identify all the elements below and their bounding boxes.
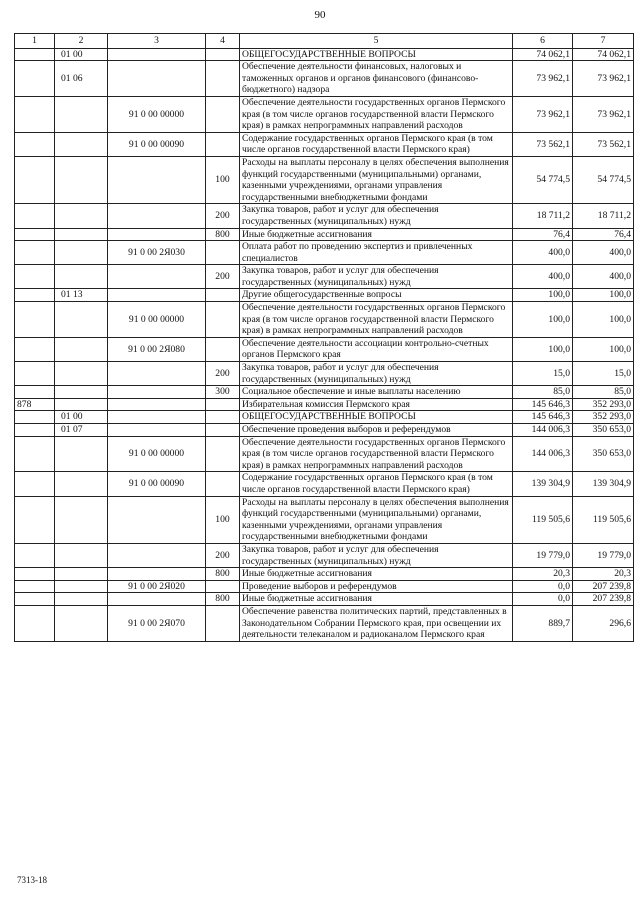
cell-target-article-code <box>108 593 206 606</box>
cell-agency-code <box>15 593 55 606</box>
cell-description: Проведение выборов и референдумов <box>240 580 513 593</box>
cell-amount-year-1: 0,0 <box>513 580 573 593</box>
cell-description: ОБЩЕГОСУДАРСТВЕННЫЕ ВОПРОСЫ <box>240 48 513 61</box>
cell-amount-year-2: 296,6 <box>573 605 634 641</box>
cell-expense-type-code: 200 <box>206 543 240 567</box>
cell-amount-year-1: 0,0 <box>513 593 573 606</box>
cell-description: Обеспечение деятельности ассоциации контрольно-счетных органов Пермского края <box>240 337 513 361</box>
cell-section-code <box>55 96 108 132</box>
cell-target-article-code <box>108 204 206 228</box>
cell-expense-type-code: 100 <box>206 496 240 543</box>
cell-expense-type-code <box>206 241 240 265</box>
cell-expense-type-code <box>206 96 240 132</box>
cell-target-article-code: 91 0 00 00000 <box>108 436 206 472</box>
cell-amount-year-1: 400,0 <box>513 241 573 265</box>
cell-agency-code <box>15 362 55 386</box>
cell-amount-year-1: 400,0 <box>513 265 573 289</box>
table-row <box>15 96 634 132</box>
table-row <box>15 362 634 386</box>
header-col-5: 5 <box>240 34 513 49</box>
cell-target-article-code <box>108 424 206 437</box>
cell-description: Обеспечение деятельности государственных органов Пермского края (в том числе органов государственной власти Пермского края) в рамках непрограммных направлений расходов <box>240 96 513 132</box>
cell-agency-code <box>15 496 55 543</box>
cell-expense-type-code <box>206 436 240 472</box>
cell-section-code: 01 06 <box>55 61 108 97</box>
table-row <box>15 156 634 203</box>
cell-expense-type-code: 300 <box>206 386 240 399</box>
cell-description: Иные бюджетные ассигнования <box>240 568 513 581</box>
cell-amount-year-2: 350 653,0 <box>573 436 634 472</box>
cell-amount-year-2: 100,0 <box>573 289 634 302</box>
cell-section-code <box>55 362 108 386</box>
cell-description: Обеспечение деятельности государственных органов Пермского края (в том числе органов государственной власти Пермского края) в рамках непрограммных направлений расходов <box>240 302 513 338</box>
cell-section-code <box>55 204 108 228</box>
cell-description: Закупка товаров, работ и услуг для обеспечения государственных (муниципальных) нужд <box>240 265 513 289</box>
table-body <box>15 48 634 641</box>
cell-target-article-code <box>108 228 206 241</box>
cell-description: ОБЩЕГОСУДАРСТВЕННЫЕ ВОПРОСЫ <box>240 411 513 424</box>
table-row <box>15 302 634 338</box>
cell-agency-code <box>15 472 55 496</box>
cell-description: Оплата работ по проведению экспертиз и привлеченных специалистов <box>240 241 513 265</box>
cell-agency-code <box>15 605 55 641</box>
cell-expense-type-code <box>206 472 240 496</box>
cell-target-article-code <box>108 61 206 97</box>
cell-amount-year-2: 73 962,1 <box>573 61 634 97</box>
table-row <box>15 386 634 399</box>
header-col-6: 6 <box>513 34 573 49</box>
cell-amount-year-2: 85,0 <box>573 386 634 399</box>
cell-amount-year-2: 15,0 <box>573 362 634 386</box>
cell-description: Обеспечение деятельности финансовых, налоговых и таможенных органов и органов финансового (финансово-бюджетного) надзора <box>240 61 513 97</box>
cell-agency-code <box>15 386 55 399</box>
cell-agency-code <box>15 156 55 203</box>
cell-amount-year-1: 144 006,3 <box>513 424 573 437</box>
cell-target-article-code <box>108 398 206 411</box>
cell-amount-year-1: 889,7 <box>513 605 573 641</box>
table-row <box>15 472 634 496</box>
cell-agency-code <box>15 436 55 472</box>
cell-expense-type-code <box>206 580 240 593</box>
cell-expense-type-code <box>206 605 240 641</box>
cell-section-code <box>55 228 108 241</box>
cell-expense-type-code <box>206 411 240 424</box>
cell-agency-code <box>15 204 55 228</box>
cell-agency-code <box>15 61 55 97</box>
cell-expense-type-code <box>206 424 240 437</box>
budget-table <box>14 33 634 642</box>
table-row <box>15 543 634 567</box>
header-col-3: 3 <box>108 34 206 49</box>
cell-section-code <box>55 580 108 593</box>
cell-expense-type-code <box>206 302 240 338</box>
cell-expense-type-code: 800 <box>206 593 240 606</box>
cell-description: Обеспечение деятельности государственных органов Пермского края (в том числе органов государственной власти Пермского края) в рамках непрограммных направлений расходов <box>240 436 513 472</box>
table-row <box>15 48 634 61</box>
cell-section-code <box>55 241 108 265</box>
cell-target-article-code <box>108 362 206 386</box>
header-row <box>15 34 634 49</box>
cell-amount-year-2: 119 505,6 <box>573 496 634 543</box>
cell-amount-year-1: 20,3 <box>513 568 573 581</box>
cell-section-code <box>55 568 108 581</box>
cell-target-article-code: 91 0 00 00090 <box>108 132 206 156</box>
table-row <box>15 61 634 97</box>
cell-target-article-code: 91 0 00 00000 <box>108 96 206 132</box>
cell-section-code <box>55 593 108 606</box>
cell-agency-code <box>15 132 55 156</box>
cell-target-article-code: 91 0 00 2Я080 <box>108 337 206 361</box>
cell-amount-year-1: 145 646,3 <box>513 411 573 424</box>
cell-section-code <box>55 386 108 399</box>
table-row <box>15 593 634 606</box>
cell-target-article-code: 91 0 00 2Я020 <box>108 580 206 593</box>
cell-amount-year-2: 400,0 <box>573 241 634 265</box>
cell-expense-type-code <box>206 337 240 361</box>
cell-expense-type-code: 800 <box>206 228 240 241</box>
cell-agency-code <box>15 241 55 265</box>
cell-amount-year-2: 400,0 <box>573 265 634 289</box>
cell-description: Расходы на выплаты персоналу в целях обеспечения выполнения функций государственными (муниципальными) органами, казенными учреждениями, органами управления государственными внебюджетными фондами <box>240 496 513 543</box>
cell-target-article-code <box>108 48 206 61</box>
cell-section-code <box>55 337 108 361</box>
cell-description: Иные бюджетные ассигнования <box>240 593 513 606</box>
cell-target-article-code <box>108 386 206 399</box>
table-header <box>15 34 634 49</box>
cell-description: Другие общегосударственные вопросы <box>240 289 513 302</box>
cell-amount-year-2: 54 774,5 <box>573 156 634 203</box>
header-col-2: 2 <box>55 34 108 49</box>
cell-agency-code <box>15 96 55 132</box>
cell-target-article-code <box>108 156 206 203</box>
cell-amount-year-2: 352 293,0 <box>573 398 634 411</box>
table-row <box>15 411 634 424</box>
header-col-7: 7 <box>573 34 634 49</box>
cell-agency-code <box>15 302 55 338</box>
cell-amount-year-1: 73 962,1 <box>513 61 573 97</box>
cell-description: Обеспечение равенства политических партий, представленных в Законодательном Собрании Пермского края, при освещении их деятельности телеканалом и радиоканалом Пермского края <box>240 605 513 641</box>
cell-amount-year-2: 207 239,8 <box>573 593 634 606</box>
cell-section-code <box>55 265 108 289</box>
table-row <box>15 398 634 411</box>
cell-amount-year-1: 76,4 <box>513 228 573 241</box>
header-col-1: 1 <box>15 34 55 49</box>
cell-expense-type-code <box>206 289 240 302</box>
cell-amount-year-2: 74 062,1 <box>573 48 634 61</box>
cell-target-article-code <box>108 411 206 424</box>
cell-amount-year-1: 100,0 <box>513 289 573 302</box>
cell-amount-year-2: 207 239,8 <box>573 580 634 593</box>
cell-amount-year-1: 54 774,5 <box>513 156 573 203</box>
cell-description: Социальное обеспечение и иные выплаты населению <box>240 386 513 399</box>
cell-expense-type-code: 100 <box>206 156 240 203</box>
cell-amount-year-2: 73 562,1 <box>573 132 634 156</box>
cell-agency-code <box>15 543 55 567</box>
cell-description: Закупка товаров, работ и услуг для обеспечения государственных (муниципальных) нужд <box>240 543 513 567</box>
cell-amount-year-1: 145 646,3 <box>513 398 573 411</box>
cell-expense-type-code <box>206 398 240 411</box>
cell-section-code <box>55 302 108 338</box>
cell-section-code <box>55 436 108 472</box>
cell-amount-year-1: 144 006,3 <box>513 436 573 472</box>
cell-target-article-code: 91 0 00 2Я030 <box>108 241 206 265</box>
cell-description: Содержание государственных органов Пермского края (в том числе органов государственной власти Пермского края) <box>240 472 513 496</box>
cell-target-article-code: 91 0 00 2Я070 <box>108 605 206 641</box>
cell-amount-year-2: 100,0 <box>573 302 634 338</box>
cell-target-article-code <box>108 265 206 289</box>
table-row <box>15 436 634 472</box>
cell-target-article-code <box>108 568 206 581</box>
cell-target-article-code <box>108 289 206 302</box>
cell-amount-year-2: 76,4 <box>573 228 634 241</box>
cell-amount-year-1: 100,0 <box>513 337 573 361</box>
cell-expense-type-code: 200 <box>206 204 240 228</box>
page-number: 90 <box>314 9 326 21</box>
cell-amount-year-2: 350 653,0 <box>573 424 634 437</box>
table-row <box>15 265 634 289</box>
cell-section-code <box>55 398 108 411</box>
cell-amount-year-1: 19 779,0 <box>513 543 573 567</box>
cell-amount-year-1: 85,0 <box>513 386 573 399</box>
table-row <box>15 337 634 361</box>
cell-target-article-code <box>108 496 206 543</box>
table-row <box>15 580 634 593</box>
cell-amount-year-2: 100,0 <box>573 337 634 361</box>
table-row <box>15 204 634 228</box>
cell-amount-year-2: 19 779,0 <box>573 543 634 567</box>
cell-amount-year-1: 15,0 <box>513 362 573 386</box>
cell-description: Закупка товаров, работ и услуг для обеспечения государственных (муниципальных) нужд <box>240 204 513 228</box>
cell-section-code: 01 07 <box>55 424 108 437</box>
table-row <box>15 289 634 302</box>
cell-agency-code <box>15 228 55 241</box>
cell-description: Избирательная комиссия Пермского края <box>240 398 513 411</box>
cell-description: Обеспечение проведения выборов и референдумов <box>240 424 513 437</box>
cell-description: Содержание государственных органов Пермского края (в том числе органов государственной власти Пермского края) <box>240 132 513 156</box>
cell-agency-code <box>15 568 55 581</box>
cell-section-code <box>55 605 108 641</box>
cell-agency-code: 878 <box>15 398 55 411</box>
cell-agency-code <box>15 265 55 289</box>
table-row <box>15 228 634 241</box>
table-row <box>15 424 634 437</box>
cell-expense-type-code <box>206 48 240 61</box>
cell-target-article-code: 91 0 00 00000 <box>108 302 206 338</box>
table-row <box>15 132 634 156</box>
cell-agency-code <box>15 289 55 302</box>
cell-section-code: 01 00 <box>55 411 108 424</box>
cell-expense-type-code: 200 <box>206 265 240 289</box>
cell-amount-year-1: 139 304,9 <box>513 472 573 496</box>
cell-amount-year-1: 119 505,6 <box>513 496 573 543</box>
cell-amount-year-1: 73 962,1 <box>513 96 573 132</box>
cell-amount-year-2: 20,3 <box>573 568 634 581</box>
cell-amount-year-1: 73 562,1 <box>513 132 573 156</box>
cell-expense-type-code: 800 <box>206 568 240 581</box>
cell-amount-year-1: 100,0 <box>513 302 573 338</box>
cell-description: Иные бюджетные ассигнования <box>240 228 513 241</box>
cell-agency-code <box>15 411 55 424</box>
table-row <box>15 496 634 543</box>
cell-expense-type-code: 200 <box>206 362 240 386</box>
cell-agency-code <box>15 580 55 593</box>
cell-amount-year-2: 73 962,1 <box>573 96 634 132</box>
cell-section-code <box>55 543 108 567</box>
cell-description: Закупка товаров, работ и услуг для обеспечения государственных (муниципальных) нужд <box>240 362 513 386</box>
footer-code: 7313-18 <box>17 875 47 885</box>
cell-expense-type-code <box>206 132 240 156</box>
cell-section-code <box>55 472 108 496</box>
cell-amount-year-2: 18 711,2 <box>573 204 634 228</box>
cell-section-code: 01 00 <box>55 48 108 61</box>
table-row <box>15 241 634 265</box>
cell-description: Расходы на выплаты персоналу в целях обеспечения выполнения функций государственными (муниципальными) органами, казенными учреждениями, органами управления государственными внебюджетными фондами <box>240 156 513 203</box>
table-row <box>15 568 634 581</box>
header-col-4: 4 <box>206 34 240 49</box>
cell-amount-year-2: 139 304,9 <box>573 472 634 496</box>
cell-agency-code <box>15 337 55 361</box>
cell-section-code: 01 13 <box>55 289 108 302</box>
cell-agency-code <box>15 424 55 437</box>
cell-section-code <box>55 496 108 543</box>
cell-amount-year-1: 18 711,2 <box>513 204 573 228</box>
cell-target-article-code: 91 0 00 00090 <box>108 472 206 496</box>
cell-agency-code <box>15 48 55 61</box>
table-row <box>15 605 634 641</box>
cell-amount-year-2: 352 293,0 <box>573 411 634 424</box>
cell-section-code <box>55 132 108 156</box>
cell-section-code <box>55 156 108 203</box>
cell-amount-year-1: 74 062,1 <box>513 48 573 61</box>
cell-target-article-code <box>108 543 206 567</box>
cell-expense-type-code <box>206 61 240 97</box>
